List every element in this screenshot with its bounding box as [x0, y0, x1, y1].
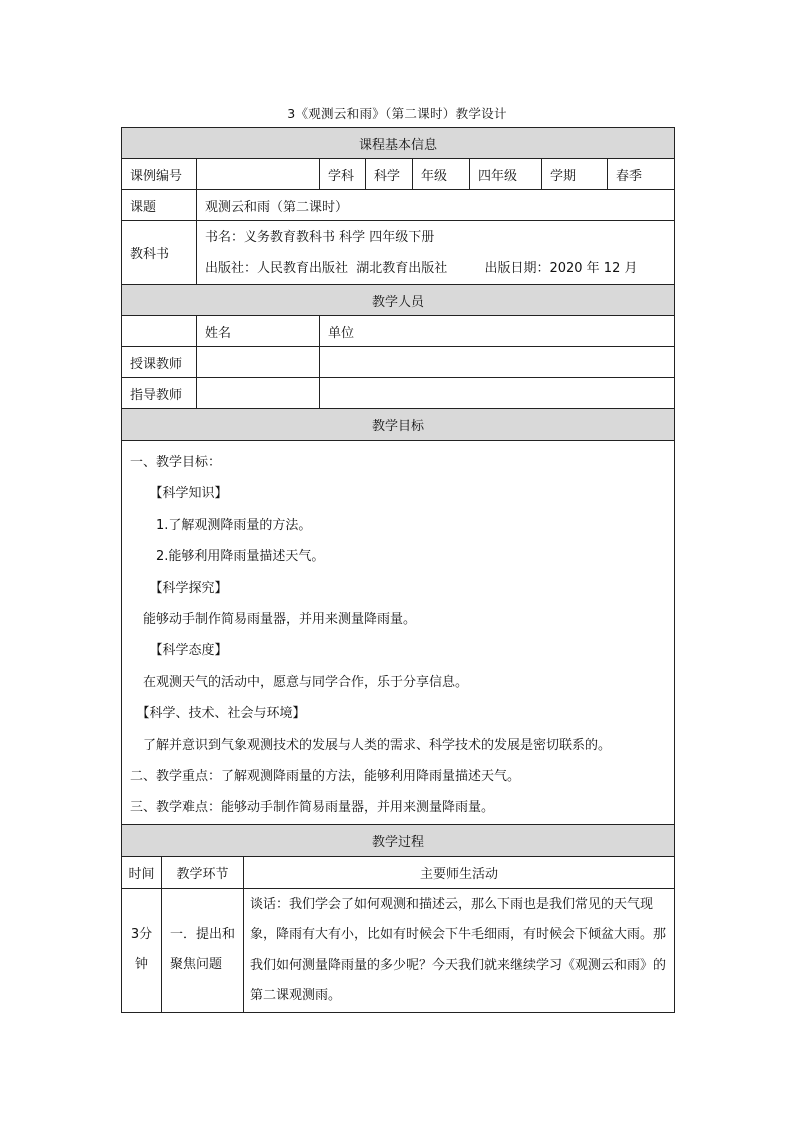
- page-title: 3《观测云和雨》（第二课时）教学设计: [287, 106, 507, 121]
- staff-col-name: 姓名: [197, 316, 320, 347]
- objective-line: 1.了解观测降雨量的方法。: [130, 517, 312, 533]
- basic-info-table: [121, 127, 675, 285]
- term-label: 学期: [542, 159, 608, 190]
- staff-table: [121, 284, 675, 409]
- objective-line: 2.能够利用降雨量描述天气。: [130, 549, 325, 565]
- basic-info-header: 课程基本信息: [122, 128, 675, 159]
- objective-line: 【科学知识】: [130, 486, 228, 502]
- objectives-table: [121, 408, 675, 825]
- lesson-no-label: 课例编号: [122, 159, 197, 190]
- subject-value: 科学: [366, 159, 413, 190]
- objective-line: 二、教学重点：了解观测降雨量的方法，能够利用降雨量描述天气。: [130, 768, 521, 784]
- objective-line: 【科学态度】: [130, 643, 228, 659]
- process-col-step: 教学环节: [162, 856, 244, 888]
- process-step: 一．提出和聚焦问题: [162, 888, 244, 1012]
- process-header: 教学过程: [122, 824, 675, 856]
- staff-unit-cell[interactable]: [320, 347, 675, 378]
- staff-corner-cell: [122, 316, 197, 347]
- table-row: [122, 378, 675, 409]
- staff-header: 教学人员: [122, 285, 675, 316]
- lesson-plan-sheet: [121, 127, 674, 1013]
- objective-line: 三、教学难点：能够动手制作简易雨量器，并用来测量降雨量。: [130, 800, 495, 816]
- table-row: [122, 888, 675, 1012]
- lesson-no-value[interactable]: [197, 159, 320, 190]
- objective-line: 一、教学目标：: [130, 455, 222, 470]
- objectives-header: 教学目标: [122, 409, 675, 441]
- process-col-activity: 主要师生活动: [244, 856, 675, 888]
- process-table: [121, 824, 675, 1013]
- staff-name-cell[interactable]: [197, 378, 320, 409]
- process-time: 3分钟: [122, 888, 162, 1012]
- process-activity: 谈话：我们学会了如何观测和描述云，那么下雨也是我们常见的天气现象，降雨有大有小，比如有时候会下牛毛细雨，有时候会下倾盆大雨。那我们如何测量降雨量的多少呢？今天我们就来继续学习《观测云和雨》的第二课观测雨。: [244, 888, 675, 1012]
- objective-line: 能够动手制作简易雨量器，并用来测量降雨量。: [130, 611, 417, 627]
- objective-line: 【科学探究】: [130, 580, 228, 596]
- grade-value: 四年级: [470, 159, 542, 190]
- staff-role: 指导教师: [122, 378, 197, 409]
- objective-line: 在观测天气的活动中，愿意与同学合作，乐于分享信息。: [130, 674, 469, 690]
- grade-label: 年级: [413, 159, 470, 190]
- textbook-line-1: 书名：义务教育教科书 科学 四年级下册: [205, 229, 435, 245]
- objectives-body: [122, 441, 675, 825]
- staff-col-unit: 单位: [320, 316, 675, 347]
- textbook-line-2: 出版社：人民教育出版社 湖北教育出版社 出版日期：2020 年 12 月: [205, 260, 638, 276]
- term-value: 春季: [608, 159, 675, 190]
- staff-unit-cell[interactable]: [320, 378, 675, 409]
- subject-label: 学科: [320, 159, 366, 190]
- textbook-info: [197, 221, 675, 285]
- table-row: [122, 347, 675, 378]
- textbook-label: 教科书: [122, 221, 197, 285]
- topic-label: 课题: [122, 190, 197, 221]
- process-col-time: 时间: [122, 856, 162, 888]
- topic-value: 观测云和雨（第二课时）: [197, 190, 675, 221]
- objective-line: 【科学、技术、社会与环境】: [130, 706, 306, 722]
- staff-name-cell[interactable]: [197, 347, 320, 378]
- staff-role: 授课教师: [122, 347, 197, 378]
- objective-line: 了解并意识到气象观测技术的发展与人类的需求、科学技术的发展是密切联系的。: [130, 737, 612, 753]
